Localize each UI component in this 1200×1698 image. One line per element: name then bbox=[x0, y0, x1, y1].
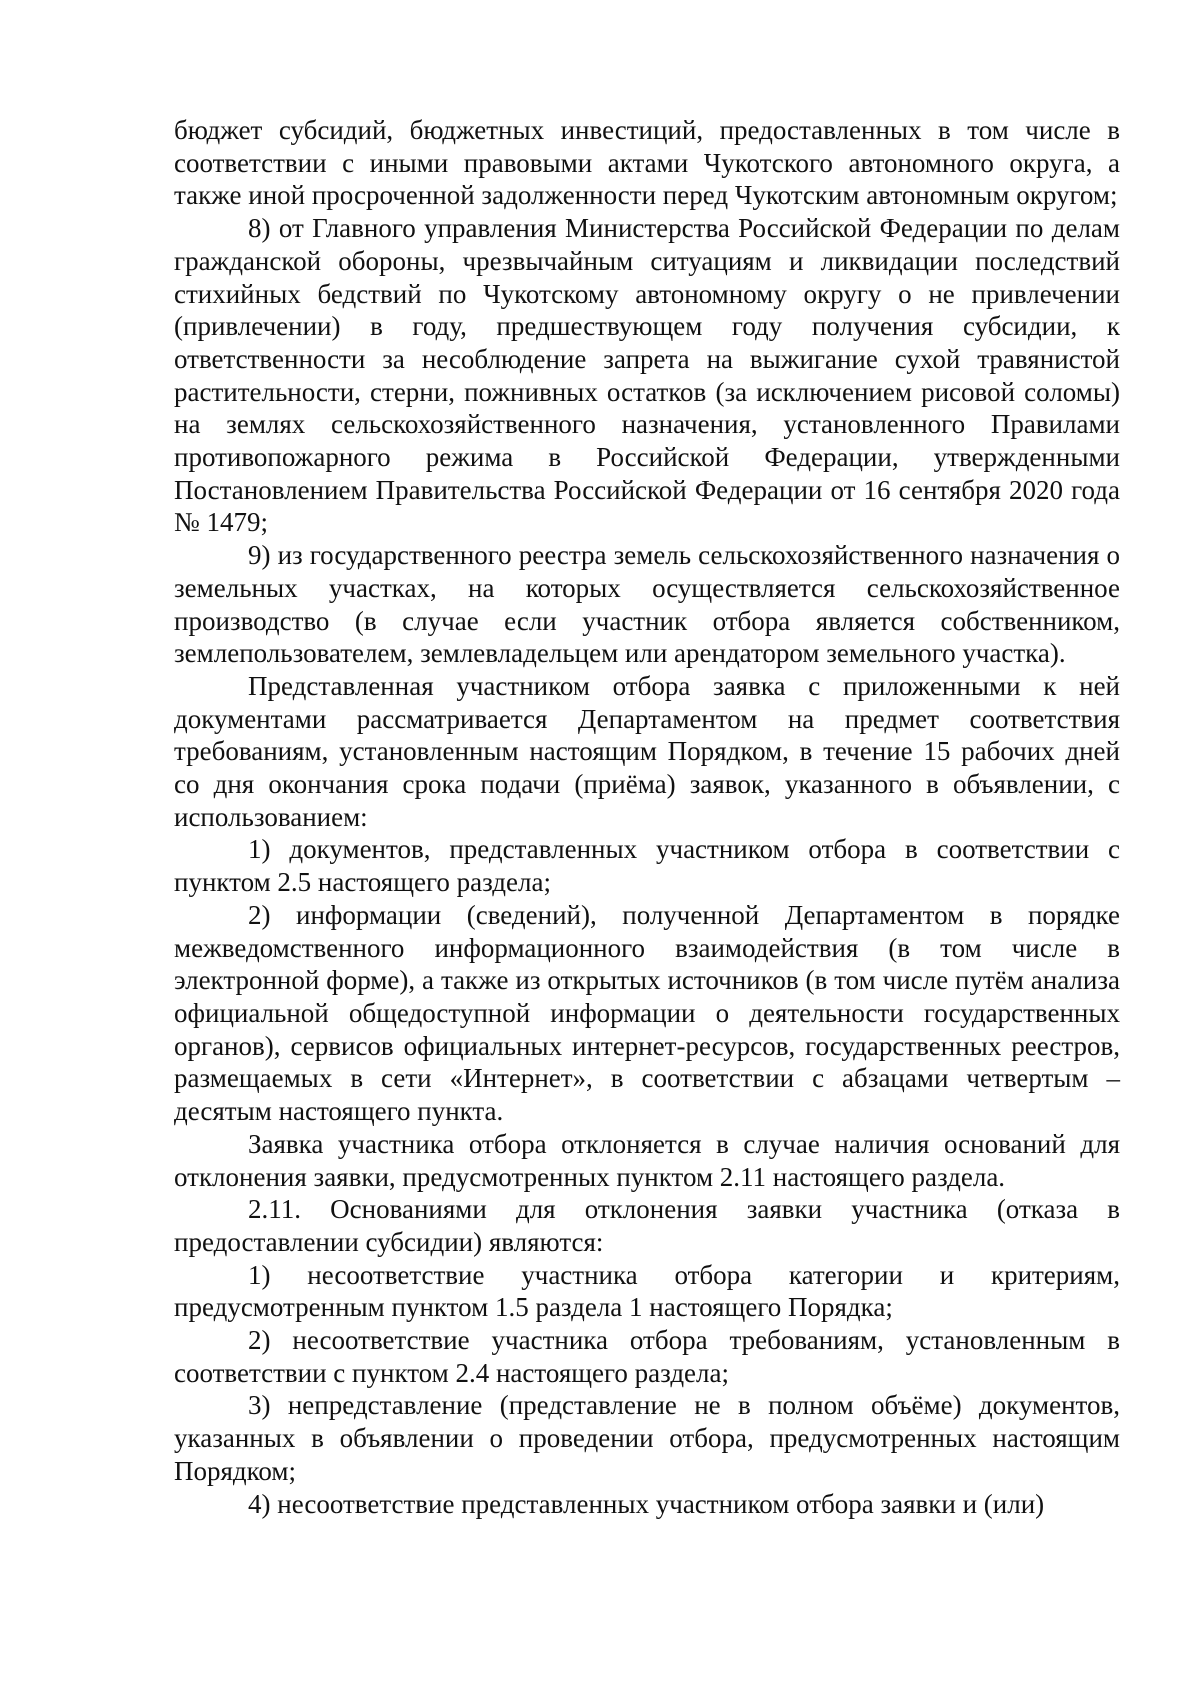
paragraph-item-8: 8) от Главного управления Министерства Российской Федерации по делам гражданской обороны, чрезвычайным ситуациям и ликвидации последствий стихийных бедствий по Чукотскому автономному округу о не привлечении (привлечении) в году, предшествующем году получения субсидии, к ответственности за несоблюдение запрета на выжигание сухой травянистой растительности, стерни, пожнивных остатков (за исключением рисовой соломы) на землях сельскохозяйственного назначения, установленного Правилами противопожарного режима в Российской Федерации, утвержденными Постановлением Правительства Российской Федерации от 16 сентября 2020 года № 1479; bbox=[174, 213, 1120, 538]
paragraph-ground-3: 3) непредставление (представление не в полном объёме) документов, указанных в объявлении о проведении отбора, предусмотренных настоящим Порядком; bbox=[174, 1390, 1120, 1486]
document-body bbox=[174, 114, 1120, 1520]
paragraph-section-2-11: 2.11. Основаниями для отклонения заявки участника (отказа в предоставлении субсидии) являются: bbox=[174, 1194, 1120, 1257]
paragraph-budget-subsidies: бюджет субсидий, бюджетных инвестиций, предоставленных в том числе в соответствии с иными правовыми актами Чукотского автономного округа, а также иной просроченной задолженности перед Чукотским автономным округом; bbox=[174, 115, 1120, 211]
paragraph-ground-1: 1) несоответствие участника отбора категории и критериям, предусмотренным пунктом 1.5 раздела 1 настоящего Порядка; bbox=[174, 1259, 1120, 1323]
paragraph-ground-2: 2) несоответствие участника отбора требованиям, установленным в соответствии с пунктом 2.4 настоящего раздела; bbox=[174, 1325, 1120, 1388]
paragraph-item-9: 9) из государственного реестра земель сельскохозяйственного назначения о земельных участках, на которых осуществляется сельскохозяйственное производство (в случае если участник отбора является собственником, землепользователем, землевладельцем или арендатором земельного участка). bbox=[174, 540, 1120, 669]
paragraph-application-review: Представленная участником отбора заявка с приложенными к ней документами рассматривается Департаментом на предмет соответствия требованиям, установленным настоящим Порядком, в течение 15 рабочих дней со дня окончания срока подачи (приёма) заявок, указанного в объявлении, с использованием: bbox=[174, 670, 1120, 832]
paragraph-review-item-2: 2) информации (сведений), полученной Департаментом в порядке межведомственного информационного взаимодействия (в том числе в электронной форме), а также из открытых источников (в том числе путём анализа официальной общедоступной информации о деятельности государственных органов), сервисов официальных интернет-ресурсов, государственных реестров, размещаемых в сети «Интернет», в соответствии с абзацами четвертым – десятым настоящего пункта. bbox=[174, 899, 1120, 1127]
paragraph-review-item-1: 1) документов, представленных участником отбора в соответствии с пунктом 2.5 настоящего раздела; bbox=[174, 834, 1120, 898]
paragraph-application-rejection: Заявка участника отбора отклоняется в случае наличия оснований для отклонения заявки, предусмотренных пунктом 2.11 настоящего раздела. bbox=[174, 1128, 1120, 1192]
paragraph-ground-4: 4) несоответствие представленных участником отбора заявки и (или) bbox=[248, 1488, 1045, 1519]
